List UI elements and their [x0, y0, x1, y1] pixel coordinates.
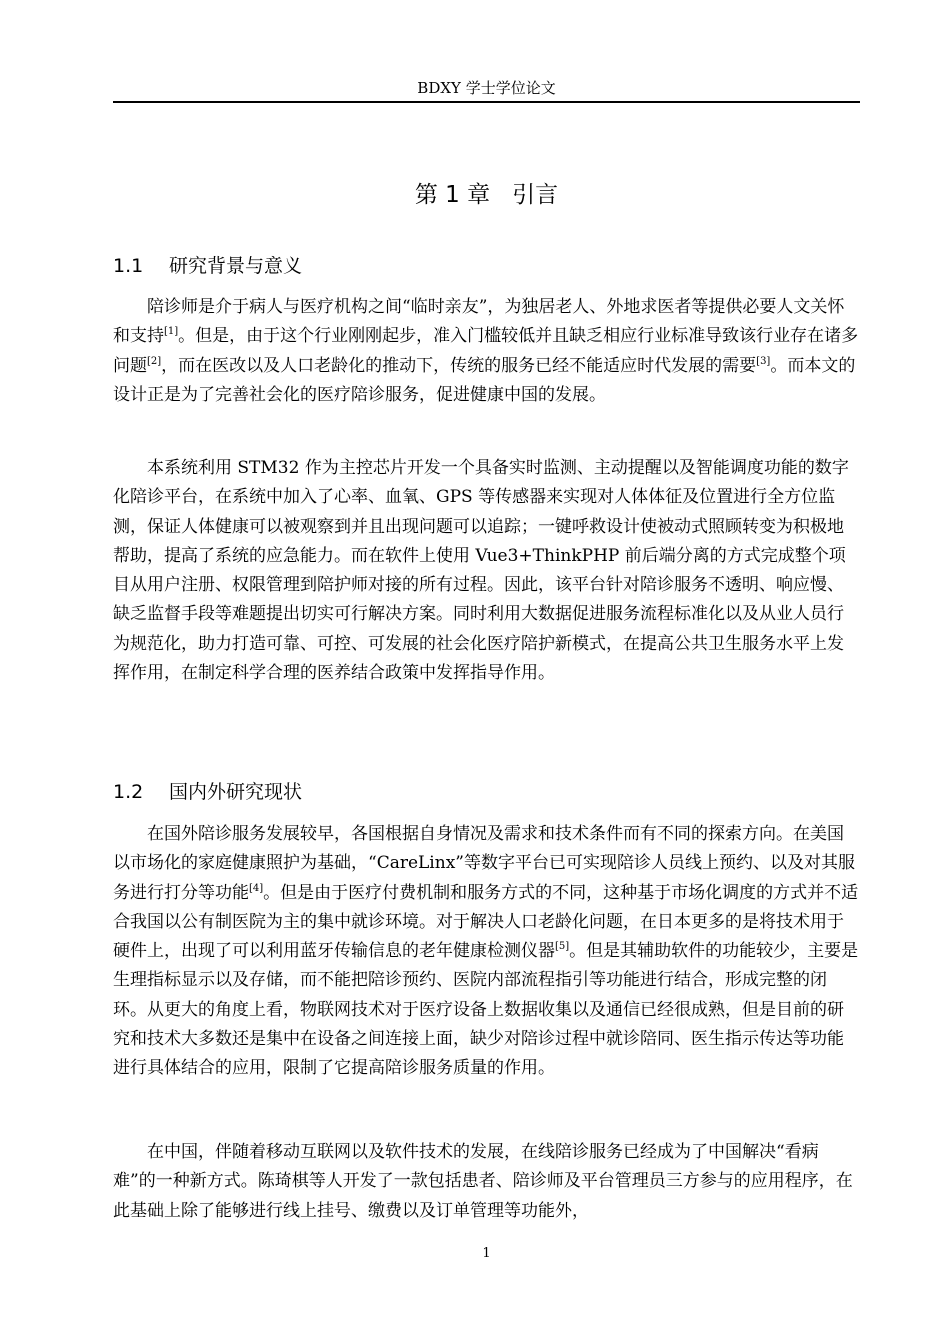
- header-rule: [113, 101, 860, 103]
- citation-ref: [1]: [164, 326, 179, 338]
- citation-ref: [3]: [756, 355, 771, 367]
- section-title: 研究背景与意义: [169, 255, 303, 277]
- paragraph-text: 。但是由于医疗付费机制和服务方式的不同，这种基于市场化调度的方式并不适合我国以公有制医院为主的集中就诊环境。对于解决人口老龄化问题，在日本更多的是将技术用于硬件上，出现了可以利用蓝牙传输信息的老年健康检测仪器: [113, 882, 859, 962]
- chapter-name: 引言: [512, 182, 559, 208]
- paragraph-text: 本系统利用 STM32 作为主控芯片开发一个具备实时监测、主动提醒以及智能调度功能的数字化陪诊平台，在系统中加入了心率、血氧、GPS 等传感器来实现对人体体征及位置进行全方位监测，保证人体健康可以被观察到并且出现问题可以追踪；一键呼救设计使被动式照顾转变为积极地帮助，提高了系统的应急能力。而在软件上使用 Vue3+ThinkPHP 前后端分离的方式完成整个项目从用户注册、权限管理到陪护师对接的所有过程。因此，该平台针对陪诊服务不透明、响应慢、缺乏监督手段等难题提出切实可行解决方案。同时利用大数据促进服务流程标准化以及从业人员行为规范化，助力打造可靠、可控、可发展的社会化医疗陪护新模式，在提高公共卫生服务水平上发挥作用，在制定科学合理的医养结合政策中发挥指导作用。: [113, 458, 849, 684]
- chapter-number: 第 1 章: [414, 182, 491, 208]
- paragraph-text: 。但是其辅助软件的功能较少，主要是生理指标显示以及存储，而不能把陪诊预约、医院内部流程指引等功能进行结合，形成完整的闭环。从更大的角度上看，物联网技术对于医疗设备上数据收集以及通信已经很成熟，但是目前的研究和技术大多数还是集中在设备之间连接上面，缺少对陪诊过程中就诊陪同、医生指示传达等功能进行具体结合的应用，限制了它提高陪诊服务质量的作用。: [113, 941, 859, 1079]
- page-number: 1: [482, 1246, 491, 1261]
- citation-ref: [4]: [249, 882, 264, 894]
- citation-ref: [2]: [147, 355, 162, 367]
- section-heading: [113, 252, 860, 280]
- paragraph: [113, 820, 860, 1084]
- paragraph-text: 在国外陪诊服务发展较早，各国根据自身情况及需求和技术条件而有不同的探索方向。在美国以市场化的家庭健康照护为基础，“CareLinx”等数字平台已可实现陪诊人员线上预约、以及对其服务进行打分等功能: [113, 824, 855, 903]
- paragraph-text: 。但是，由于这个行业刚刚起步，准入门槛较低并且缺乏相应行业标准导致该行业存在诸多问题: [113, 326, 859, 376]
- section-number: 1.1: [113, 255, 144, 277]
- paragraph-text: ，而在医改以及人口老龄化的推动下，传统的服务已经不能适应时代发展的需要: [161, 355, 757, 376]
- chapter-title: [113, 178, 860, 212]
- section-number: 1.2: [113, 781, 144, 803]
- section-title: 国内外研究现状: [169, 781, 303, 803]
- paragraph-text: 陪诊师是介于病人与医疗机构之间“临时亲友”，为独居老人、外地求医者等提供必要人文关怀和支持: [113, 297, 845, 347]
- paragraph: [113, 293, 860, 410]
- section-heading: [113, 778, 860, 806]
- paragraph: [113, 1138, 860, 1226]
- paragraph-text: 。而本文的设计正是为了完善社会化的医疗陪诊服务，促进健康中国的发展。: [113, 355, 856, 405]
- running-header: BDXY 学士学位论文: [417, 79, 556, 97]
- citation-ref: [5]: [555, 941, 570, 953]
- paragraph: [113, 454, 860, 688]
- paragraph-text: 在中国，伴随着移动互联网以及软件技术的发展，在线陪诊服务已经成为了中国解决“看病难”的一种新方式。陈琦棋等人开发了一款包括患者、陪诊师及平台管理员三方参与的应用程序，在此基础上除了能够进行线上挂号、缴费以及订单管理等功能外，: [113, 1142, 853, 1221]
